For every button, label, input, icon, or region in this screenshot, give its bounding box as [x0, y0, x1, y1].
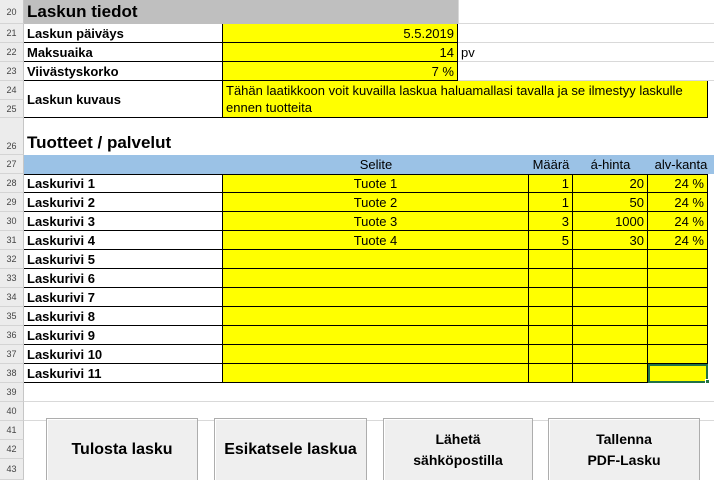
line-description-input[interactable]	[223, 269, 529, 288]
header-unit-price[interactable]: á-hinta	[590, 157, 631, 172]
empty-cell[interactable]	[458, 0, 714, 24]
row-23	[24, 62, 714, 81]
invoice-date-input[interactable]: 5.5.2019	[223, 24, 458, 43]
late-interest-label[interactable]: Viivästyskorko	[24, 62, 223, 81]
line-label[interactable]: Laskurivi 10	[24, 345, 223, 364]
line-vat-input[interactable]: 24 %	[648, 212, 708, 231]
products-header-row	[24, 155, 714, 174]
preview-invoice-label: Esikatsele laskua	[224, 440, 357, 458]
line-quantity-input[interactable]: 1	[529, 193, 573, 212]
line-description-input[interactable]	[223, 288, 529, 307]
row-header-24[interactable]: 24	[0, 81, 24, 100]
empty-cell[interactable]	[458, 24, 714, 43]
payment-term-input[interactable]: 14	[223, 43, 458, 62]
send-email-label-line1: Lähetä	[435, 430, 481, 447]
row-header-39[interactable]: 39	[0, 383, 24, 402]
line-label[interactable]: Laskurivi 11	[24, 364, 223, 383]
line-description-input[interactable]	[223, 345, 529, 364]
line-label[interactable]: Laskurivi 7	[24, 288, 223, 307]
line-vat-input[interactable]	[648, 250, 708, 269]
invoice-line-row	[24, 326, 714, 345]
row-header-26[interactable]: 26	[0, 118, 24, 155]
line-price-input[interactable]	[573, 307, 648, 326]
preview-invoice-button[interactable]	[214, 418, 367, 480]
line-vat-input[interactable]	[648, 269, 708, 288]
row-header-40[interactable]: 40	[0, 402, 24, 421]
line-label[interactable]: Laskurivi 1	[24, 174, 223, 193]
row-24-25	[24, 81, 714, 118]
empty-cell[interactable]	[458, 62, 714, 81]
invoice-line-row	[24, 345, 714, 364]
invoice-line-row	[24, 364, 714, 383]
invoice-date-label[interactable]: Laskun päiväys	[24, 24, 223, 43]
header-quantity[interactable]: Määrä	[532, 157, 570, 172]
line-vat-input[interactable]	[648, 345, 708, 364]
line-quantity-input[interactable]	[529, 345, 573, 364]
line-quantity-input[interactable]	[529, 250, 573, 269]
row-header-25[interactable]: 25	[0, 100, 24, 118]
invoice-info-title[interactable]: Laskun tiedot	[24, 0, 458, 24]
row-header-34[interactable]: 34	[0, 288, 24, 307]
row-header-22[interactable]: 22	[0, 43, 24, 62]
row-header-20[interactable]: 20	[0, 0, 24, 24]
line-description-input[interactable]: Tuote 2	[223, 193, 529, 212]
header-description[interactable]: Selite	[359, 157, 393, 172]
line-vat-input[interactable]	[648, 307, 708, 326]
line-label[interactable]: Laskurivi 9	[24, 326, 223, 345]
line-description-input[interactable]	[223, 250, 529, 269]
row-39	[24, 383, 714, 402]
line-description-input[interactable]: Tuote 4	[223, 231, 529, 250]
line-quantity-input[interactable]	[529, 307, 573, 326]
row-20	[24, 0, 714, 24]
line-price-input[interactable]	[573, 364, 648, 383]
line-vat-input[interactable]	[648, 326, 708, 345]
line-description-input[interactable]	[223, 364, 529, 383]
line-description-input[interactable]: Tuote 1	[223, 174, 529, 193]
invoice-line-row	[24, 193, 714, 212]
line-vat-input[interactable]: 24 %	[648, 193, 708, 212]
line-description-input[interactable]: Tuote 3	[223, 212, 529, 231]
line-vat-input[interactable]: 24 %	[648, 231, 708, 250]
row-header-27[interactable]: 27	[0, 155, 24, 174]
description-input[interactable]: Tähän laatikkoon voit kuvailla laskua haluamallasi tavalla ja se ilmestyy laskulle ennen tuotteita	[223, 81, 708, 118]
line-price-input[interactable]: 1000	[573, 212, 648, 231]
row-header-36[interactable]: 36	[0, 326, 24, 345]
line-vat-input[interactable]: 24 %	[648, 174, 708, 193]
row-header-29[interactable]: 29	[0, 193, 24, 212]
row-header-38[interactable]: 38	[0, 364, 24, 383]
line-price-input[interactable]	[573, 269, 648, 288]
line-price-input[interactable]	[573, 345, 648, 364]
row-header-43[interactable]: 43	[0, 459, 24, 480]
line-quantity-input[interactable]	[529, 269, 573, 288]
line-price-input[interactable]: 20	[573, 174, 648, 193]
line-description-input[interactable]	[223, 307, 529, 326]
save-pdf-label-line2: PDF-Lasku	[587, 451, 661, 468]
invoice-line-row	[24, 269, 714, 288]
invoice-line-row	[24, 174, 714, 193]
line-label[interactable]: Laskurivi 8	[24, 307, 223, 326]
payment-term-label[interactable]: Maksuaika	[24, 43, 223, 62]
line-label[interactable]: Laskurivi 6	[24, 269, 223, 288]
invoice-line-row	[24, 231, 714, 250]
line-quantity-input[interactable]	[529, 364, 573, 383]
send-email-button[interactable]	[383, 418, 533, 480]
row-header-30[interactable]: 30	[0, 212, 24, 231]
line-quantity-input[interactable]: 1	[529, 174, 573, 193]
invoice-line-row	[24, 212, 714, 231]
save-pdf-button[interactable]	[548, 418, 700, 480]
save-pdf-label-line1: Tallenna	[596, 430, 652, 447]
line-quantity-input[interactable]: 3	[529, 212, 573, 231]
payment-term-unit[interactable]: pv	[458, 43, 714, 62]
invoice-line-row	[24, 307, 714, 326]
line-label[interactable]: Laskurivi 4	[24, 231, 223, 250]
line-price-input[interactable]: 50	[573, 193, 648, 212]
late-interest-input[interactable]: 7 %	[223, 62, 458, 81]
description-label[interactable]: Laskun kuvaus	[24, 81, 223, 118]
line-label[interactable]: Laskurivi 3	[24, 212, 223, 231]
invoice-line-row	[24, 250, 714, 269]
header-empty[interactable]	[24, 155, 223, 174]
row-21	[24, 24, 714, 43]
row-header-31[interactable]: 31	[0, 231, 24, 250]
header-vat-rate[interactable]: alv-kanta	[654, 157, 708, 172]
row-26	[24, 118, 714, 155]
row-header-35[interactable]: 35	[0, 307, 24, 326]
line-quantity-input[interactable]	[529, 288, 573, 307]
invoice-line-row	[24, 288, 714, 307]
row-header-28[interactable]: 28	[0, 174, 24, 193]
line-price-input[interactable]	[573, 250, 648, 269]
line-price-input[interactable]	[573, 288, 648, 307]
line-quantity-input[interactable]	[529, 326, 573, 345]
row-header-21[interactable]: 21	[0, 24, 24, 43]
print-invoice-button[interactable]	[46, 418, 198, 480]
line-description-input[interactable]	[223, 326, 529, 345]
line-vat-input[interactable]	[648, 288, 708, 307]
line-price-input[interactable]	[573, 326, 648, 345]
line-vat-input-selected[interactable]	[648, 364, 708, 383]
line-price-input[interactable]: 30	[573, 231, 648, 250]
row-header-23[interactable]: 23	[0, 62, 24, 81]
send-email-label-line2: sähköpostilla	[413, 451, 503, 468]
print-invoice-label: Tulosta lasku	[71, 440, 173, 458]
row-header-32[interactable]: 32	[0, 250, 24, 269]
line-label[interactable]: Laskurivi 5	[24, 250, 223, 269]
row-22	[24, 43, 714, 62]
products-title[interactable]: Tuotteet / palvelut	[27, 133, 172, 152]
line-quantity-input[interactable]: 5	[529, 231, 573, 250]
line-label[interactable]: Laskurivi 2	[24, 193, 223, 212]
row-header-37[interactable]: 37	[0, 345, 24, 364]
row-header-42[interactable]: 42	[0, 440, 24, 459]
row-header-41[interactable]: 41	[0, 421, 24, 440]
row-header-33[interactable]: 33	[0, 269, 24, 288]
